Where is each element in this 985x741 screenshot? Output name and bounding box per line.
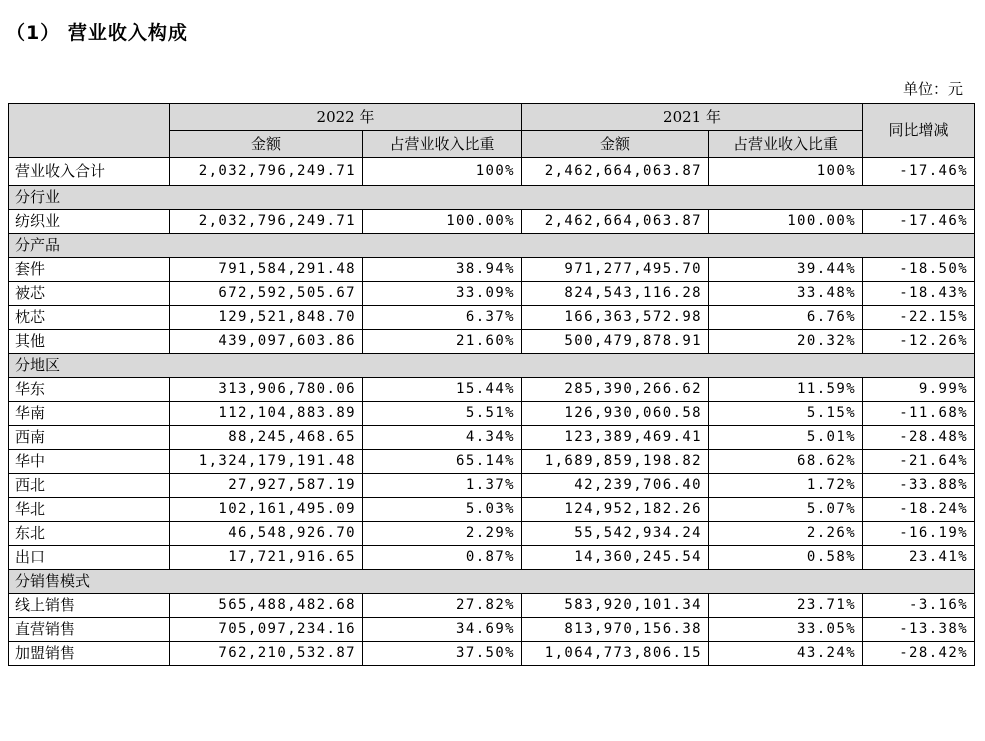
section-header-row: [9, 570, 975, 594]
row-label: 华北: [9, 498, 170, 522]
row-label: 出口: [9, 546, 170, 570]
amount-2021: 500,479,878.91: [522, 330, 709, 354]
yoy-change: -13.38%: [863, 618, 975, 642]
row-label: 营业收入合计: [9, 158, 170, 186]
yoy-change: -28.48%: [863, 426, 975, 450]
table-body: [9, 158, 975, 666]
header-year-2022: 2022 年: [170, 104, 522, 131]
yoy-change: -21.64%: [863, 450, 975, 474]
share-2021: 43.24%: [709, 642, 863, 666]
total-row: [9, 158, 975, 186]
unit-label: 单位：元: [902, 80, 963, 98]
amount-2022: 2,032,796,249.71: [170, 158, 363, 186]
amount-2021: 126,930,060.58: [522, 402, 709, 426]
share-2022: 38.94%: [363, 258, 522, 282]
row-label: 被芯: [9, 282, 170, 306]
share-2021: 100%: [709, 158, 863, 186]
yoy-change: -22.15%: [863, 306, 975, 330]
share-2022: 33.09%: [363, 282, 522, 306]
amount-2022: 672,592,505.67: [170, 282, 363, 306]
share-2021: 5.07%: [709, 498, 863, 522]
share-2022: 5.03%: [363, 498, 522, 522]
amount-2021: 1,064,773,806.15: [522, 642, 709, 666]
row-label: 线上销售: [9, 594, 170, 618]
header-share-2022: 占营业收入比重: [363, 131, 522, 158]
amount-2022: 112,104,883.89: [170, 402, 363, 426]
share-2021: 39.44%: [709, 258, 863, 282]
row-label: 其他: [9, 330, 170, 354]
table-row: [9, 426, 975, 450]
amount-2021: 813,970,156.38: [522, 618, 709, 642]
amount-2021: 14,360,245.54: [522, 546, 709, 570]
table-row: [9, 402, 975, 426]
share-2022: 1.37%: [363, 474, 522, 498]
share-2022: 0.87%: [363, 546, 522, 570]
yoy-change: -11.68%: [863, 402, 975, 426]
row-label: 东北: [9, 522, 170, 546]
table-row: [9, 450, 975, 474]
row-label: 华东: [9, 378, 170, 402]
share-2021: 2.26%: [709, 522, 863, 546]
yoy-change: -12.26%: [863, 330, 975, 354]
table-row: [9, 210, 975, 234]
section-title: 分产品: [9, 234, 975, 258]
share-2022: 5.51%: [363, 402, 522, 426]
share-2021: 11.59%: [709, 378, 863, 402]
amount-2022: 1,324,179,191.48: [170, 450, 363, 474]
header-share-2021: 占营业收入比重: [709, 131, 863, 158]
yoy-change: -18.50%: [863, 258, 975, 282]
share-2021: 33.48%: [709, 282, 863, 306]
header-blank-cell: [9, 104, 170, 158]
amount-2022: 2,032,796,249.71: [170, 210, 363, 234]
table-row: [9, 258, 975, 282]
revenue-composition-table: [8, 103, 975, 666]
share-2021: 5.01%: [709, 426, 863, 450]
share-2021: 20.32%: [709, 330, 863, 354]
amount-2022: 27,927,587.19: [170, 474, 363, 498]
section-title: 分销售模式: [9, 570, 975, 594]
share-2022: 100.00%: [363, 210, 522, 234]
share-2021: 100.00%: [709, 210, 863, 234]
header-amount-2022: 金额: [170, 131, 363, 158]
share-2022: 6.37%: [363, 306, 522, 330]
amount-2021: 285,390,266.62: [522, 378, 709, 402]
yoy-change: 23.41%: [863, 546, 975, 570]
amount-2021: 166,363,572.98: [522, 306, 709, 330]
section-header-row: [9, 186, 975, 210]
table-row: [9, 474, 975, 498]
yoy-change: -3.16%: [863, 594, 975, 618]
section-title: 分地区: [9, 354, 975, 378]
amount-2022: 102,161,495.09: [170, 498, 363, 522]
amount-2021: 2,462,664,063.87: [522, 158, 709, 186]
section-title: 分行业: [9, 186, 975, 210]
share-2022: 4.34%: [363, 426, 522, 450]
row-label: 西北: [9, 474, 170, 498]
table-row: [9, 522, 975, 546]
table-row: [9, 642, 975, 666]
amount-2022: 791,584,291.48: [170, 258, 363, 282]
amount-2022: 88,245,468.65: [170, 426, 363, 450]
share-2022: 15.44%: [363, 378, 522, 402]
yoy-change: -17.46%: [863, 158, 975, 186]
share-2021: 68.62%: [709, 450, 863, 474]
row-label: 套件: [9, 258, 170, 282]
share-2022: 34.69%: [363, 618, 522, 642]
row-label: 华中: [9, 450, 170, 474]
amount-2022: 129,521,848.70: [170, 306, 363, 330]
amount-2021: 971,277,495.70: [522, 258, 709, 282]
share-2022: 100%: [363, 158, 522, 186]
yoy-change: -18.43%: [863, 282, 975, 306]
amount-2021: 124,952,182.26: [522, 498, 709, 522]
table-row: [9, 618, 975, 642]
section-title: （1） 营业收入构成: [6, 22, 188, 44]
share-2022: 21.60%: [363, 330, 522, 354]
row-label: 纺织业: [9, 210, 170, 234]
row-label: 西南: [9, 426, 170, 450]
amount-2022: 46,548,926.70: [170, 522, 363, 546]
share-2022: 37.50%: [363, 642, 522, 666]
share-2021: 33.05%: [709, 618, 863, 642]
amount-2022: 762,210,532.87: [170, 642, 363, 666]
amount-2021: 1,689,859,198.82: [522, 450, 709, 474]
yoy-change: -28.42%: [863, 642, 975, 666]
row-label: 枕芯: [9, 306, 170, 330]
header-yoy: 同比增减: [863, 104, 975, 158]
table-row: [9, 498, 975, 522]
yoy-change: -16.19%: [863, 522, 975, 546]
section-header-row: [9, 234, 975, 258]
share-2021: 23.71%: [709, 594, 863, 618]
share-2022: 27.82%: [363, 594, 522, 618]
table-row: [9, 378, 975, 402]
yoy-change: -17.46%: [863, 210, 975, 234]
table-row: [9, 306, 975, 330]
header-year-2021: 2021 年: [522, 104, 863, 131]
amount-2021: 2,462,664,063.87: [522, 210, 709, 234]
amount-2022: 565,488,482.68: [170, 594, 363, 618]
amount-2022: 17,721,916.65: [170, 546, 363, 570]
share-2021: 0.58%: [709, 546, 863, 570]
amount-2021: 123,389,469.41: [522, 426, 709, 450]
table-row: [9, 282, 975, 306]
table-row: [9, 594, 975, 618]
amount-2022: 439,097,603.86: [170, 330, 363, 354]
amount-2022: 705,097,234.16: [170, 618, 363, 642]
section-header-row: [9, 354, 975, 378]
amount-2021: 824,543,116.28: [522, 282, 709, 306]
table-row: [9, 330, 975, 354]
row-label: 加盟销售: [9, 642, 170, 666]
row-label: 华南: [9, 402, 170, 426]
share-2022: 2.29%: [363, 522, 522, 546]
yoy-change: -18.24%: [863, 498, 975, 522]
amount-2021: 583,920,101.34: [522, 594, 709, 618]
yoy-change: 9.99%: [863, 378, 975, 402]
share-2021: 1.72%: [709, 474, 863, 498]
share-2021: 6.76%: [709, 306, 863, 330]
amount-2021: 55,542,934.24: [522, 522, 709, 546]
table-row: [9, 546, 975, 570]
yoy-change: -33.88%: [863, 474, 975, 498]
share-2021: 5.15%: [709, 402, 863, 426]
header-amount-2021: 金额: [522, 131, 709, 158]
amount-2022: 313,906,780.06: [170, 378, 363, 402]
amount-2021: 42,239,706.40: [522, 474, 709, 498]
row-label: 直营销售: [9, 618, 170, 642]
share-2022: 65.14%: [363, 450, 522, 474]
